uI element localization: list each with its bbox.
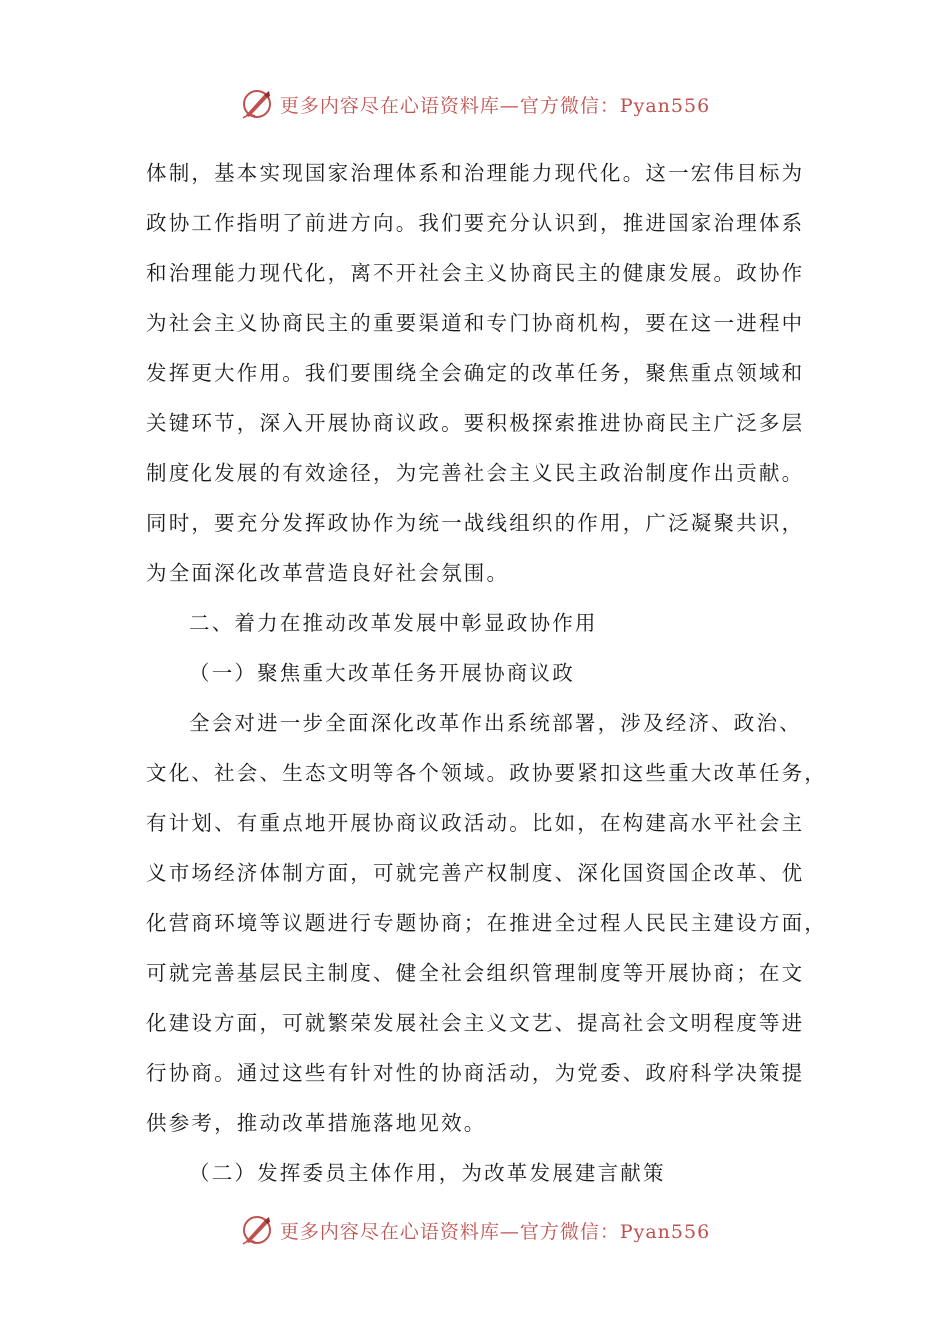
- body-line: 发挥更大作用。我们要围绕全会确定的改革任务，聚焦重点领域和: [146, 361, 805, 385]
- body-line: 有计划、有重点地开展协商议政活动。比如，在构建高水平社会主: [146, 811, 805, 835]
- body-line: 为全面深化改革营造良好社会氛围。: [146, 561, 510, 585]
- footer-banner: [0, 1210, 950, 1250]
- body-line: 制度化发展的有效途径，为完善社会主义民主政治制度作出贡献。: [146, 461, 805, 485]
- body-line: 供参考，推动改革措施落地见效。: [146, 1111, 487, 1135]
- body-line: 义市场经济体制方面，可就完善产权制度、深化国资国企改革、优: [146, 861, 805, 885]
- banner-text: 更多内容尽在心语资料库—官方微信：Pyan556: [279, 94, 711, 117]
- banner-text: 更多内容尽在心语资料库—官方微信：Pyan556: [279, 1220, 711, 1243]
- body-line: 体制，基本实现国家治理体系和治理能力现代化。这一宏伟目标为: [146, 161, 805, 185]
- body-line: 和治理能力现代化，离不开社会主义协商民主的健康发展。政协作: [146, 261, 805, 285]
- body-line: 化营商环境等议题进行专题协商；在推进全过程人民民主建设方面，: [146, 911, 827, 935]
- body-line: 可就完善基层民主制度、健全社会组织管理制度等开展协商；在文: [146, 961, 805, 985]
- body-line: 化建设方面，可就繁荣发展社会主义文艺、提高社会文明程度等进: [146, 1011, 805, 1035]
- body-line: 同时，要充分发挥政协作为统一战线组织的作用，广泛凝聚共识，: [146, 511, 805, 535]
- body-line: 行协商。通过这些有针对性的协商活动，为党委、政府科学决策提: [146, 1061, 805, 1085]
- body-line: 政协工作指明了前进方向。我们要充分认识到，推进国家治理体系: [146, 211, 805, 235]
- body-line: 全会对进一步全面深化改革作出系统部署，涉及经济、政治、: [189, 711, 802, 735]
- section-heading: 二、着力在推动改革发展中彰显政协作用: [189, 611, 598, 635]
- document-body: [146, 148, 827, 1198]
- body-line: 为社会主义协商民主的重要渠道和专门协商机构，要在这一进程中: [146, 311, 805, 335]
- body-line: 关键环节，深入开展协商议政。要积极探索推进协商民主广泛多层: [146, 411, 805, 435]
- body-line: 文化、社会、生态文明等各个领域。政协要紧扣这些重大改革任务，: [146, 761, 827, 785]
- header-banner: [0, 84, 950, 124]
- subsection-heading: （二）发挥委员主体作用，为改革发展建言献策: [189, 1161, 666, 1185]
- pen-logo-icon: [240, 1213, 274, 1247]
- subsection-heading: （一）聚焦重大改革任务开展协商议政: [189, 661, 575, 685]
- pen-logo-icon: [240, 87, 274, 121]
